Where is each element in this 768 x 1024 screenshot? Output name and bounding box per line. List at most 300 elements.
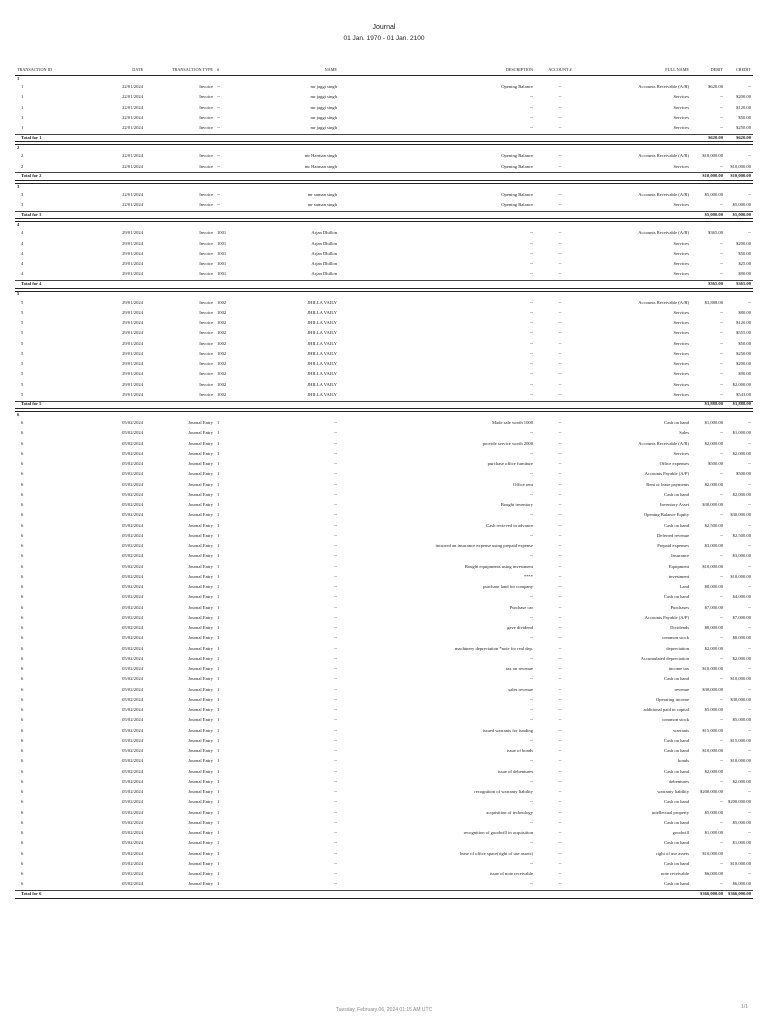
account-number-cell: --: [558, 614, 562, 620]
transaction-type-cell: Journal Entry: [188, 860, 213, 866]
table-row: [15, 83, 753, 93]
credit-cell: $120.00: [736, 320, 751, 326]
table-row: [15, 390, 753, 401]
column-header: #: [215, 65, 237, 76]
full-name-cell: Services: [673, 94, 689, 100]
date-cell: 22/01/2024: [122, 84, 143, 90]
description-cell: --: [529, 553, 533, 559]
transaction-id-cell: 6: [21, 707, 24, 713]
table-row: [15, 613, 753, 623]
number-cell: 1: [217, 440, 220, 446]
credit-cell: $8,000.00: [732, 635, 751, 641]
credit-cell: $50.00: [738, 114, 751, 120]
name-cell: --: [333, 635, 337, 641]
transaction-id-cell: 1: [21, 84, 24, 90]
table-row: [15, 747, 753, 757]
description-cell: --: [529, 799, 533, 805]
description-cell: --: [529, 707, 533, 713]
credit-cell: $6,000.00: [732, 881, 751, 887]
credit-cell: $2,000.00: [732, 491, 751, 497]
number-cell: 1: [217, 532, 220, 538]
transaction-type-cell: Journal Entry: [188, 543, 213, 549]
number-cell: 1: [217, 696, 220, 702]
transaction-id-cell: 6: [21, 717, 24, 723]
transaction-id-cell: 6: [21, 696, 24, 702]
transaction-id-cell: 4: [21, 240, 24, 246]
date-cell: 05/02/2024: [122, 686, 143, 692]
full-name-cell: Inventory Asset: [660, 502, 689, 508]
group-header-row: [15, 183, 753, 190]
transaction-id-cell: 1: [21, 125, 24, 131]
account-number-cell: --: [558, 666, 562, 672]
account-number-cell: --: [558, 125, 562, 131]
account-number-cell: --: [558, 532, 562, 538]
description-cell: lease of office space(right of use assets): [459, 850, 533, 856]
account-number-cell: --: [558, 860, 562, 866]
account-number-cell: --: [558, 840, 562, 846]
name-cell: mr Harman singh: [304, 153, 337, 159]
account-number-cell: --: [558, 471, 562, 477]
date-cell: 05/02/2024: [122, 502, 143, 508]
number-cell: 1: [217, 625, 220, 631]
table-row: [15, 542, 753, 552]
date-cell: 05/02/2024: [122, 789, 143, 795]
account-number-cell: --: [558, 563, 562, 569]
description-cell: Opening Balance: [501, 191, 533, 197]
group-header-row: [15, 291, 753, 298]
full-name-cell: Cash on hand: [663, 840, 689, 846]
full-name-cell: common stock: [662, 717, 689, 723]
table-row: [15, 839, 753, 849]
description-cell: ****: [523, 573, 533, 579]
description-cell: --: [529, 450, 533, 456]
total-debit: $620.00: [691, 134, 725, 142]
total-credit: $366,000.00: [725, 891, 753, 899]
table-row: [15, 736, 753, 746]
credit-cell: $5,000.00: [732, 717, 751, 723]
transaction-type-cell: Journal Entry: [188, 696, 213, 702]
table-row: [15, 229, 753, 239]
full-name-cell: Accounts Receivable (A/R): [638, 153, 689, 159]
debit-cell: --: [719, 320, 723, 326]
transaction-id-cell: 6: [21, 420, 24, 426]
table-row: [15, 726, 753, 736]
account-number-cell: --: [558, 655, 562, 661]
credit-cell: $50.00: [738, 250, 751, 256]
description-cell: --: [529, 532, 533, 538]
date-cell: 05/02/2024: [122, 645, 143, 651]
table-row: [15, 349, 753, 359]
credit-cell: $30,000.00: [730, 696, 751, 702]
description-cell: --: [529, 594, 533, 600]
group-total-row: [15, 211, 753, 219]
transaction-type-cell: Invoice: [199, 230, 213, 236]
table-row: [15, 490, 753, 500]
credit-cell: --: [747, 707, 751, 713]
transaction-type-cell: Journal Entry: [188, 481, 213, 487]
transaction-type-cell: Journal Entry: [188, 420, 213, 426]
number-cell: 1: [217, 850, 220, 856]
name-cell: --: [333, 830, 337, 836]
date-cell: 05/02/2024: [122, 543, 143, 549]
transaction-id-cell: 1: [21, 114, 24, 120]
credit-cell: $5,000.00: [732, 819, 751, 825]
debit-cell: --: [719, 391, 723, 397]
date-cell: 05/02/2024: [122, 809, 143, 815]
group-id: 4: [15, 222, 753, 229]
date-cell: 29/01/2024: [122, 371, 143, 377]
total-debit: $365.00: [691, 281, 725, 289]
full-name-cell: Accounts Payable (A/P): [644, 471, 689, 477]
description-cell: recognition of warranty liability: [474, 789, 533, 795]
name-cell: --: [333, 604, 337, 610]
debit-cell: --: [719, 696, 723, 702]
transaction-id-cell: 6: [21, 758, 24, 764]
full-name-cell: Prepaid expenses: [657, 543, 689, 549]
table-row: [15, 449, 753, 459]
debit-cell: $620.00: [708, 84, 723, 90]
transaction-type-cell: Journal Entry: [188, 871, 213, 877]
number-cell: 1: [217, 461, 220, 467]
credit-cell: $10,000.00: [730, 573, 751, 579]
account-number-cell: --: [558, 381, 562, 387]
account-number-cell: --: [558, 163, 562, 169]
full-name-cell: Purchases: [670, 604, 689, 610]
debit-cell: --: [719, 737, 723, 743]
description-cell: --: [529, 430, 533, 436]
date-cell: 05/02/2024: [122, 707, 143, 713]
table-row: [15, 777, 753, 787]
date-cell: 29/01/2024: [122, 350, 143, 356]
transaction-type-cell: Invoice: [199, 125, 213, 131]
debit-cell: $3,000.00: [704, 543, 723, 549]
number-cell: 1: [217, 707, 220, 713]
full-name-cell: Services: [673, 104, 689, 110]
group-total-row: [15, 281, 753, 289]
transaction-type-cell: Invoice: [199, 202, 213, 208]
description-cell: --: [529, 350, 533, 356]
name-cell: --: [333, 450, 337, 456]
number-cell: 1: [217, 614, 220, 620]
transaction-id-cell: 5: [21, 330, 24, 336]
table-row: [15, 572, 753, 582]
transaction-type-cell: Journal Entry: [188, 512, 213, 518]
credit-cell: --: [747, 666, 751, 672]
transaction-id-cell: 6: [21, 860, 24, 866]
number-cell: 1: [217, 748, 220, 754]
debit-cell: $7,000.00: [704, 604, 723, 610]
table-row: [15, 501, 753, 511]
credit-cell: --: [747, 420, 751, 426]
description-cell: --: [529, 330, 533, 336]
description-cell: Bought equipments using investment: [464, 563, 533, 569]
table-row: [15, 152, 753, 162]
description-cell: --: [529, 696, 533, 702]
description-cell: Purchase car: [509, 604, 533, 610]
journal-body: [15, 76, 753, 901]
account-number-cell: --: [558, 768, 562, 774]
transaction-type-cell: Invoice: [199, 340, 213, 346]
name-cell: --: [333, 614, 337, 620]
transaction-id-cell: 6: [21, 471, 24, 477]
credit-cell: $1,000.00: [732, 840, 751, 846]
number-cell: 1: [217, 481, 220, 487]
number-cell: 1: [217, 594, 220, 600]
description-cell: --: [529, 104, 533, 110]
account-number-cell: --: [558, 240, 562, 246]
full-name-cell: common stock: [662, 635, 689, 641]
transaction-id-cell: 6: [21, 614, 24, 620]
transaction-type-cell: Journal Entry: [188, 573, 213, 579]
credit-cell: $7,000.00: [732, 614, 751, 620]
full-name-cell: Cash on hand: [663, 594, 689, 600]
transaction-type-cell: Journal Entry: [188, 768, 213, 774]
transaction-id-cell: 6: [21, 584, 24, 590]
full-name-cell: depreciation: [666, 645, 689, 651]
table-row: [15, 249, 753, 259]
group-header-row: [15, 145, 753, 152]
number-cell: 1001: [217, 250, 227, 256]
name-cell: --: [333, 748, 337, 754]
number-cell: 1: [217, 737, 220, 743]
table-row: [15, 593, 753, 603]
name-cell: --: [333, 789, 337, 795]
full-name-cell: investment: [668, 573, 689, 579]
table-row: [15, 103, 753, 113]
transaction-id-cell: 6: [21, 676, 24, 682]
account-number-cell: --: [558, 809, 562, 815]
name-cell: JHILLA VAILY: [307, 381, 337, 387]
description-cell: --: [529, 381, 533, 387]
table-row: [15, 695, 753, 705]
transaction-type-cell: Journal Entry: [188, 748, 213, 754]
number-cell: 1002: [217, 350, 227, 356]
transaction-id-cell: 3: [21, 191, 24, 197]
number-cell: --: [217, 125, 221, 131]
table-row: [15, 270, 753, 281]
account-number-cell: --: [558, 737, 562, 743]
credit-cell: --: [747, 830, 751, 836]
number-cell: 1002: [217, 330, 227, 336]
number-cell: 1: [217, 758, 220, 764]
date-cell: 05/02/2024: [122, 584, 143, 590]
table-row: [15, 880, 753, 891]
debit-cell: --: [719, 330, 723, 336]
transaction-type-cell: Journal Entry: [188, 707, 213, 713]
transaction-type-cell: Invoice: [199, 309, 213, 315]
account-number-cell: --: [558, 522, 562, 528]
report-title: Journal: [372, 24, 396, 31]
account-number-cell: --: [558, 686, 562, 692]
description-cell: Opening Balance: [501, 84, 533, 90]
credit-cell: --: [747, 502, 751, 508]
number-cell: 1002: [217, 371, 227, 377]
transaction-id-cell: 6: [21, 809, 24, 815]
full-name-cell: Cash on hand: [663, 819, 689, 825]
transaction-id-cell: 1: [21, 104, 24, 110]
table-row: [15, 849, 753, 859]
date-cell: 05/02/2024: [122, 860, 143, 866]
number-cell: 1002: [217, 320, 227, 326]
debit-cell: --: [719, 240, 723, 246]
credit-cell: --: [747, 871, 751, 877]
account-number-cell: --: [558, 440, 562, 446]
name-cell: mr jaggi singh: [310, 125, 337, 131]
description-cell: --: [529, 491, 533, 497]
account-number-cell: --: [558, 230, 562, 236]
table-row: [15, 419, 753, 429]
name-cell: --: [333, 799, 337, 805]
transaction-type-cell: Invoice: [199, 391, 213, 397]
full-name-cell: Accounts Receivable (A/R): [638, 191, 689, 197]
number-cell: 1: [217, 778, 220, 784]
group-total-row: [15, 891, 753, 899]
debit-cell: --: [719, 361, 723, 367]
account-number-cell: --: [558, 830, 562, 836]
account-number-cell: --: [558, 114, 562, 120]
full-name-cell: Sales: [679, 430, 689, 436]
credit-cell: $120.00: [736, 104, 751, 110]
name-cell: --: [333, 481, 337, 487]
number-cell: 1: [217, 563, 220, 569]
description-cell: acquisition of technology: [486, 809, 533, 815]
transaction-id-cell: 6: [21, 481, 24, 487]
transaction-type-cell: Invoice: [199, 361, 213, 367]
credit-cell: $3,000.00: [732, 553, 751, 559]
account-number-cell: --: [558, 850, 562, 856]
transaction-id-cell: 6: [21, 543, 24, 549]
name-cell: JHILLA VAILY: [307, 340, 337, 346]
table-row: [15, 260, 753, 270]
group-header-row: [15, 222, 753, 229]
table-row: [15, 113, 753, 123]
transaction-type-cell: Journal Entry: [188, 594, 213, 600]
total-credit: $3,888.00: [725, 401, 753, 409]
credit-cell: --: [747, 440, 751, 446]
description-cell: --: [529, 309, 533, 315]
debit-cell: $30,000.00: [702, 502, 723, 508]
transaction-type-cell: Invoice: [199, 240, 213, 246]
transaction-id-cell: 6: [21, 563, 24, 569]
name-cell: --: [333, 625, 337, 631]
description-cell: Bought inventory: [500, 502, 533, 508]
number-cell: 1: [217, 584, 220, 590]
description-cell: --: [529, 230, 533, 236]
debit-cell: --: [719, 250, 723, 256]
name-cell: --: [333, 543, 337, 549]
credit-cell: $90.00: [738, 271, 751, 277]
credit-cell: --: [747, 768, 751, 774]
number-cell: --: [217, 104, 221, 110]
date-cell: 29/01/2024: [122, 309, 143, 315]
credit-cell: $5,000.00: [732, 202, 751, 208]
credit-cell: $30,000.00: [730, 512, 751, 518]
account-number-cell: --: [558, 543, 562, 549]
debit-cell: $365.00: [708, 230, 723, 236]
account-number-cell: --: [558, 104, 562, 110]
transaction-type-cell: Journal Entry: [188, 727, 213, 733]
account-number-cell: --: [558, 594, 562, 600]
full-name-cell: Services: [673, 114, 689, 120]
debit-cell: $2,000.00: [704, 481, 723, 487]
transaction-id-cell: 6: [21, 532, 24, 538]
table-row: [15, 531, 753, 541]
account-number-cell: --: [558, 153, 562, 159]
account-number-cell: --: [558, 271, 562, 277]
transaction-id-cell: 2: [21, 163, 24, 169]
transaction-type-cell: Journal Entry: [188, 584, 213, 590]
description-cell: issued warrants for funding: [482, 727, 533, 733]
credit-cell: --: [747, 748, 751, 754]
credit-cell: $25.00: [738, 261, 751, 267]
debit-cell: --: [719, 799, 723, 805]
transaction-id-cell: 5: [21, 350, 24, 356]
account-number-cell: --: [558, 871, 562, 877]
name-cell: JHILLA VAILY: [307, 320, 337, 326]
debit-cell: --: [719, 261, 723, 267]
table-row: [15, 685, 753, 695]
account-number-cell: --: [558, 94, 562, 100]
transaction-id-cell: 3: [21, 202, 24, 208]
full-name-cell: Deferred revenue: [656, 532, 689, 538]
transaction-id-cell: 5: [21, 340, 24, 346]
date-cell: 05/02/2024: [122, 491, 143, 497]
transaction-id-cell: 4: [21, 230, 24, 236]
full-name-cell: Cash on hand: [663, 522, 689, 528]
transaction-id-cell: 6: [21, 840, 24, 846]
full-name-cell: Services: [673, 391, 689, 397]
account-number-cell: --: [558, 881, 562, 887]
account-number-cell: --: [558, 584, 562, 590]
full-name-cell: Office expenses: [659, 461, 689, 467]
debit-cell: --: [719, 114, 723, 120]
date-cell: 05/02/2024: [122, 420, 143, 426]
date-cell: 05/02/2024: [122, 450, 143, 456]
debit-cell: --: [719, 430, 723, 436]
date-cell: 05/02/2024: [122, 758, 143, 764]
table-row: [15, 654, 753, 664]
credit-cell: $15,000.00: [730, 737, 751, 743]
transaction-id-cell: 6: [21, 819, 24, 825]
account-number-cell: --: [558, 361, 562, 367]
debit-cell: --: [719, 553, 723, 559]
name-cell: --: [333, 809, 337, 815]
group-spacer: [15, 898, 753, 901]
description-cell: Cash recieved in advance: [486, 522, 533, 528]
account-number-cell: --: [558, 250, 562, 256]
credit-cell: --: [747, 727, 751, 733]
number-cell: --: [217, 153, 221, 159]
description-cell: Opening Balance: [501, 202, 533, 208]
full-name-cell: bonds: [678, 758, 689, 764]
account-number-cell: --: [558, 717, 562, 723]
account-number-cell: --: [558, 430, 562, 436]
credit-cell: $555.00: [736, 330, 751, 336]
description-cell: machinery depreciation *note for real dep.: [454, 645, 533, 651]
transaction-id-cell: 6: [21, 502, 24, 508]
date-cell: 05/02/2024: [122, 553, 143, 559]
debit-cell: $3,888.00: [704, 299, 723, 305]
account-number-cell: --: [558, 191, 562, 197]
description-cell: Office rent: [513, 481, 533, 487]
table-header: [15, 65, 753, 76]
table-row: [15, 562, 753, 572]
total-credit: $10,000.00: [725, 173, 753, 181]
credit-cell: $10,000.00: [730, 860, 751, 866]
credit-cell: $4,000.00: [732, 594, 751, 600]
credit-cell: --: [747, 191, 751, 197]
date-cell: 22/01/2024: [122, 114, 143, 120]
